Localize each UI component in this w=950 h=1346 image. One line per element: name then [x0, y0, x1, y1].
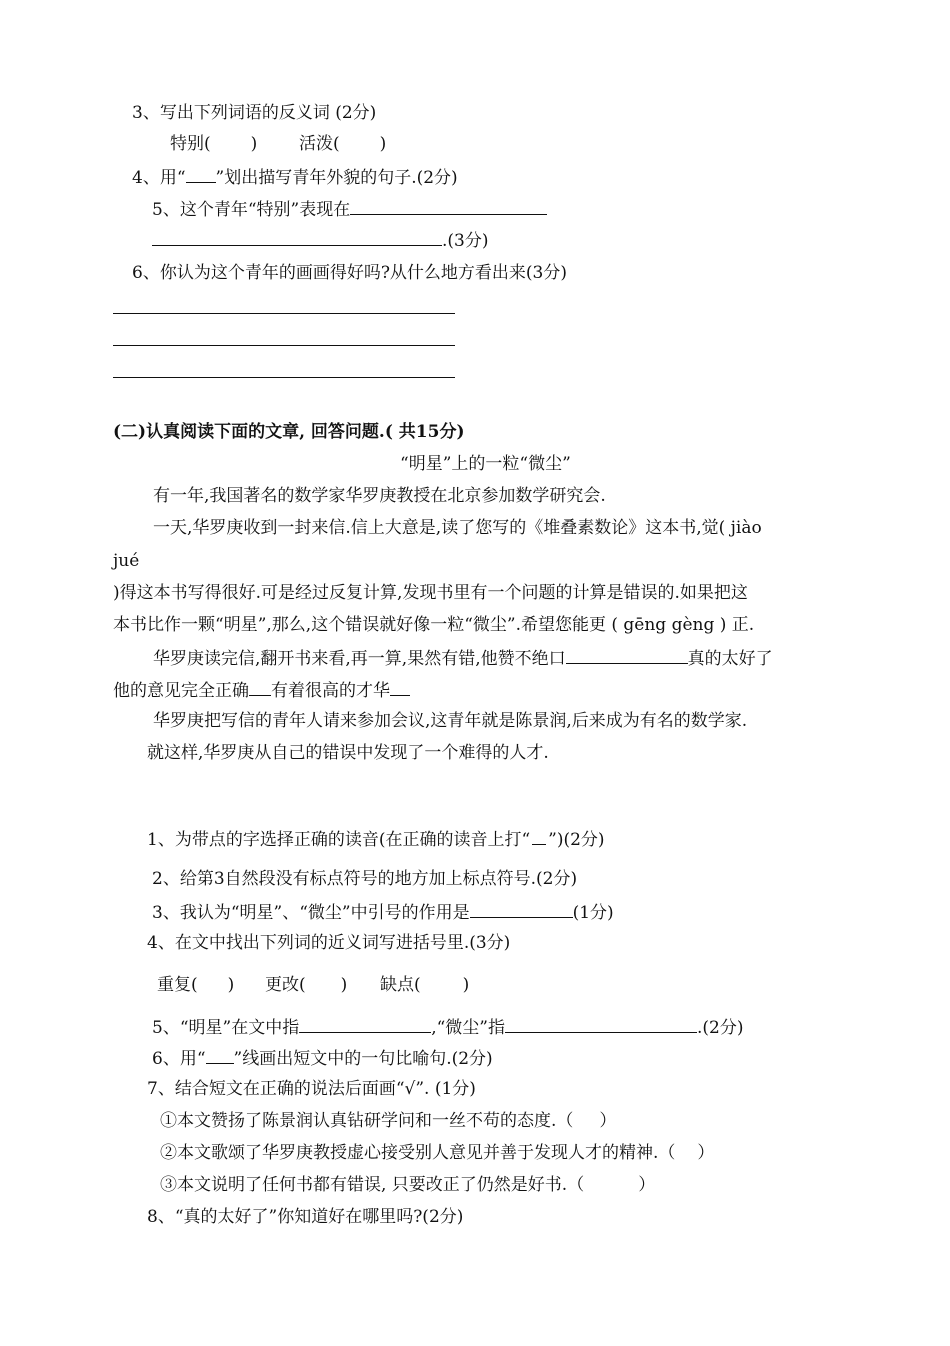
question-4-synonyms: 4、在文中找出下列词的近义词写进括号里.(3分) [147, 933, 511, 953]
answer-line-3[interactable] [113, 377, 455, 378]
question-7-check: 7、结合短文在正确的说法后面画“√”. (1分) [147, 1079, 476, 1099]
paragraph-2-line-1: 一天,华罗庚收到一封来信.信上大意是,读了您写的《堆叠素数论》这本书,觉( jiào [153, 518, 762, 538]
question-8-why: 8、“真的太好了”你知道好在哪里吗?(2分) [147, 1207, 464, 1227]
paragraph-5: 就这样,华罗庚从自己的错误中发现了一个难得的人才. [147, 743, 549, 763]
option-3: ③本文说明了任何书都有错误, 只要改正了仍然是好书.（ ） [160, 1175, 656, 1195]
paragraph-4: 华罗庚把写信的青年人请来参加会议,这青年就是陈景润,后来成为有名的数学家. [153, 711, 748, 731]
answer-blank-q5-line2[interactable] [152, 227, 442, 246]
paragraph-3-line-1: 华罗庚读完信,翻开书来看,再一算,果然有错,他赞不绝口 真的太好了 [153, 645, 773, 671]
question-1-pronunciation: 1、为带点的字选择正确的读音(在正确的读音上打“ ”)(2分) [147, 826, 605, 852]
question-4-underline: 4、用“ ”划出描写青年外貌的句子.(2分) [132, 164, 458, 190]
paragraph-2-line-4: 本书比作一颗“明星”,那么,这个错误就好像一粒“微尘”.希望您能更 ( gēng gèng ) 正. [113, 615, 755, 635]
paragraph-3-line-2: 他的意见完全正确 有着很高的才华 [113, 677, 410, 703]
question-6-painting: 6、你认为这个青年的画画得好吗?从什么地方看出来(3分) [132, 263, 568, 283]
mark-sample [532, 826, 546, 845]
answer-line-2[interactable] [113, 345, 455, 346]
antonym-item-1: 特别( ) [170, 134, 258, 154]
punctuation-blank-1[interactable] [566, 645, 688, 664]
question-3-quotes: 3、我认为“明星”、“微尘”中引号的作用是 (1分) [152, 899, 614, 925]
underline-sample [186, 164, 216, 183]
paragraph-2-line-3: )得这本书写得很好.可是经过反复计算,发现书里有一个问题的计算是错误的.如果把这 [113, 583, 748, 603]
antonym-item-2-label: 活泼( [299, 134, 340, 154]
question-5-special: 5、这个青年“特别”表现在 [152, 196, 547, 222]
answer-blank-quotes[interactable] [470, 899, 573, 918]
question-2-punctuation: 2、给第3自然段没有标点符号的地方加上标点符号.(2分) [152, 869, 578, 889]
question-5-meaning: 5、“明星”在文中指 ,“微尘”指 .(2分) [152, 1014, 743, 1040]
antonym-item-2: 活泼( ) [299, 134, 387, 154]
line-sample [206, 1045, 234, 1064]
synonym-item-1: 重复( ) [157, 975, 235, 995]
option-2: ②本文歌颂了华罗庚教授虚心接受别人意见并善于发现人才的精神.（ ） [160, 1143, 715, 1163]
synonym-item-3: 缺点( ) [380, 975, 470, 995]
paragraph-1: 有一年,我国著名的数学家华罗庚教授在北京参加数学研究会. [153, 486, 606, 506]
punctuation-blank-2[interactable] [249, 677, 271, 696]
punctuation-blank-3[interactable] [390, 677, 410, 696]
synonym-item-2: 更改( ) [265, 975, 348, 995]
question-3-antonyms: 3、写出下列词语的反义词 (2分) [132, 103, 377, 123]
answer-blank-q5-line1[interactable] [350, 196, 547, 215]
answer-line-1[interactable] [113, 313, 455, 314]
answer-blank-star[interactable] [299, 1014, 431, 1033]
article-title: “明星”上的一粒“微尘” [400, 454, 571, 474]
antonym-item-1-label: 特别( [170, 134, 211, 154]
question-6-metaphor: 6、用“ ”线画出短文中的一句比喻句.(2分) [152, 1045, 493, 1071]
answer-blank-dust[interactable] [505, 1014, 697, 1033]
question-5-line2: .(3分) [152, 227, 488, 253]
paragraph-2-line-2: jué [113, 551, 140, 571]
option-1: ①本文赞扬了陈景润认真钻研学问和一丝不苟的态度.（ ） [160, 1111, 617, 1131]
section-heading: (二)认真阅读下面的文章, 回答问题.( 共15分) [113, 422, 465, 442]
